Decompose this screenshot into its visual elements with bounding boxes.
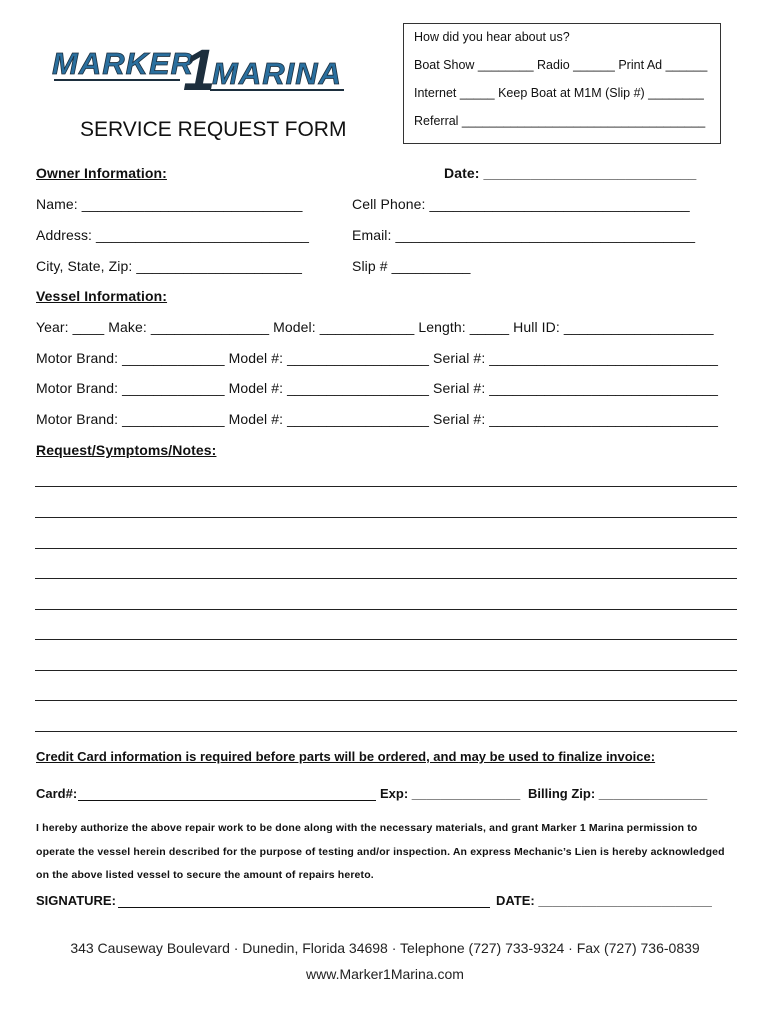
authorization-text-line: I hereby authorize the above repair work to be done along with the necessary materials, and grant Marker 1 Marina permission to xyxy=(36,822,698,834)
survey-row-media[interactable]: Boat Show ________ Radio ______ Print Ad ______ xyxy=(414,58,708,72)
logo-number: 1 xyxy=(183,38,216,98)
motor-row[interactable]: Motor Brand: _____________ Model #: __________________ Serial #: _____________________________ xyxy=(36,350,718,366)
motor-row[interactable]: Motor Brand: _____________ Model #: __________________ Serial #: _____________________________ xyxy=(36,411,718,427)
survey-row-internet[interactable]: Internet _____ Keep Boat at M1M (Slip #) ________ xyxy=(414,86,704,100)
owner-info-heading: Owner Information: xyxy=(36,165,167,181)
cell-phone-field[interactable]: Cell Phone: _________________________________ xyxy=(352,196,690,212)
survey-row-referral[interactable]: Referral ___________________________________ xyxy=(414,114,706,128)
logo-text-left: MARKER xyxy=(52,46,195,81)
notes-line[interactable] xyxy=(35,548,737,549)
referral-survey-box xyxy=(403,23,721,144)
email-field[interactable]: Email: ______________________________________ xyxy=(352,227,696,243)
authorization-text-line: on the above listed vessel to secure the amount of repairs hereto. xyxy=(36,869,374,881)
marker1-marina-logo xyxy=(52,36,352,98)
logo-text-right: MARINA xyxy=(212,56,342,91)
notes-line[interactable] xyxy=(35,578,737,579)
notes-line[interactable] xyxy=(35,700,737,701)
card-exp-field[interactable]: Exp: _______________ xyxy=(380,786,521,801)
credit-card-heading: Credit Card information is required before parts will be ordered, and may be used to finalize invoice: xyxy=(36,749,656,764)
slip-field[interactable]: Slip # __________ xyxy=(352,258,471,274)
card-number-label: Card#: xyxy=(36,786,78,801)
footer-address: 343 Causeway Boulevard · Dunedin, Florida 34698 · Telephone (727) 733-9324 · Fax (727) 736-0839 xyxy=(70,940,700,956)
card-number-field[interactable] xyxy=(78,800,376,801)
footer-website[interactable]: www.Marker1Marina.com xyxy=(306,966,464,982)
vessel-info-heading: Vessel Information: xyxy=(36,288,168,304)
form-title: SERVICE REQUEST FORM xyxy=(80,118,347,141)
notes-line[interactable] xyxy=(35,609,737,610)
signature-label: SIGNATURE: xyxy=(36,893,116,908)
city-state-zip-field[interactable]: City, State, Zip: _____________________ xyxy=(36,258,302,274)
survey-question: How did you hear about us? xyxy=(414,30,570,44)
notes-line[interactable] xyxy=(35,517,737,518)
billing-zip-field[interactable]: Billing Zip: _______________ xyxy=(528,786,708,801)
vessel-details-row[interactable]: Year: ____ Make: _______________ Model: ____________ Length: _____ Hull ID: ___________________ xyxy=(36,319,714,335)
notes-line[interactable] xyxy=(35,670,737,671)
notes-line[interactable] xyxy=(35,486,737,487)
notes-line[interactable] xyxy=(35,731,737,732)
address-field[interactable]: Address: ___________________________ xyxy=(36,227,309,243)
motor-row[interactable]: Motor Brand: _____________ Model #: __________________ Serial #: _____________________________ xyxy=(36,380,718,396)
name-field[interactable]: Name: ____________________________ xyxy=(36,196,303,212)
notes-heading: Request/Symptoms/Notes: xyxy=(36,442,217,458)
authorization-text-line: operate the vessel herein described for the purpose of testing and/or inspection. An express Mechanic’s Lien is hereby acknowledged xyxy=(36,846,725,858)
notes-line[interactable] xyxy=(35,639,737,640)
date-field[interactable]: Date: ___________________________ xyxy=(444,165,697,181)
signature-field[interactable] xyxy=(118,907,490,908)
signature-date-field[interactable]: DATE: ________________________ xyxy=(496,893,712,908)
